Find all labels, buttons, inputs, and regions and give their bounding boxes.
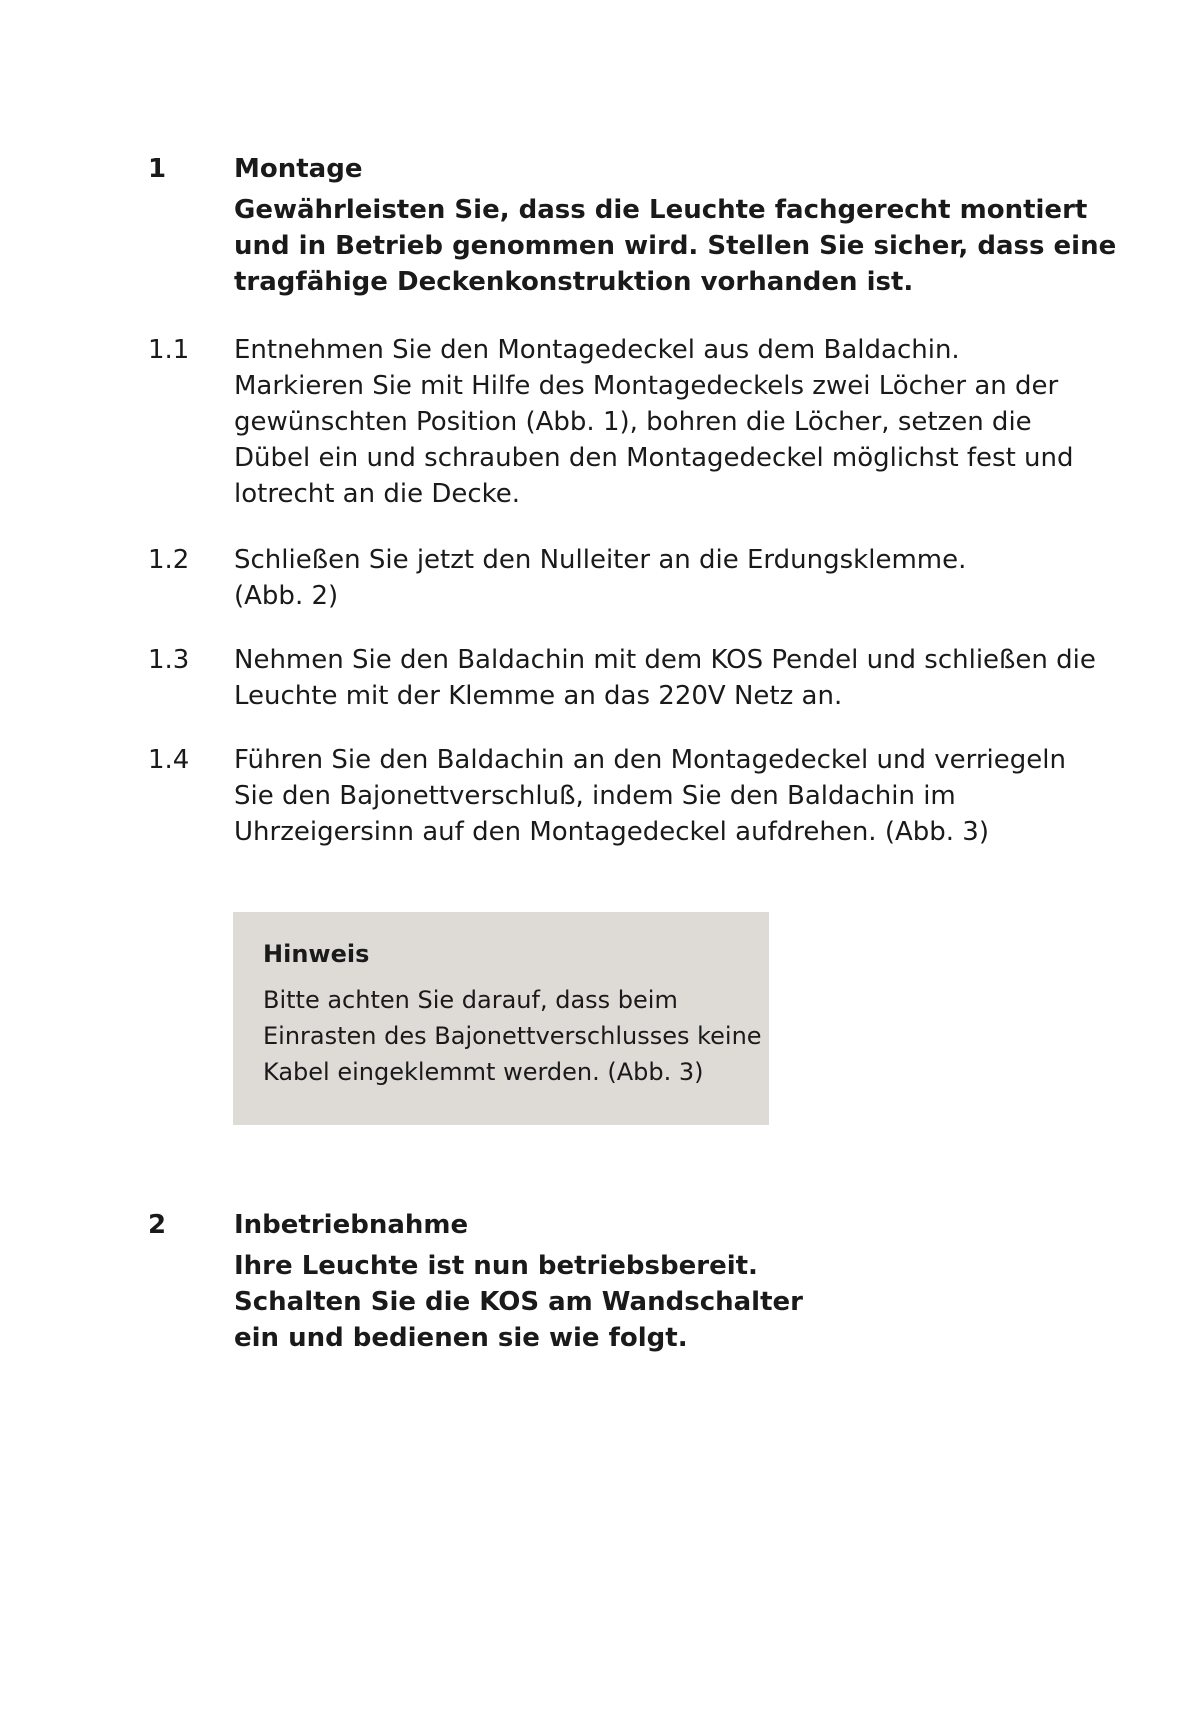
step-number: 1.1 — [148, 335, 190, 365]
step-line: Führen Sie den Baldachin an den Montagedeckel und verriegeln — [234, 745, 1066, 775]
section-intro — [234, 1248, 1078, 1356]
section-number: 1 — [148, 154, 167, 184]
step-1-4 — [148, 742, 1078, 850]
section-number: 2 — [148, 1210, 167, 1240]
step-line: Uhrzeigersinn auf den Montagedeckel aufdrehen. (Abb. 3) — [234, 817, 989, 847]
step-line: Dübel ein und schrauben den Montagedeckel möglichst fest und — [234, 443, 1074, 473]
step-line: Leuchte mit der Klemme an das 220V Netz an. — [234, 681, 843, 711]
step-number: 1.3 — [148, 645, 190, 675]
step-line: Entnehmen Sie den Montagedeckel aus dem Baldachin. — [234, 335, 960, 365]
section-inbetriebnahme — [148, 1207, 1078, 1356]
note-line: Einrasten des Bajonettverschlusses keine — [263, 1022, 762, 1050]
step-line: lotrecht an die Decke. — [234, 479, 521, 509]
intro-line: Gewährleisten Sie, dass die Leuchte fachgerecht montiert — [234, 195, 1088, 225]
intro-line: ein und bedienen sie wie folgt. — [234, 1323, 688, 1353]
intro-line: und in Betrieb genommen wird. Stellen Sie sicher, dass eine — [234, 231, 1117, 261]
step-line: Nehmen Sie den Baldachin mit dem KOS Pendel und schließen die — [234, 645, 1096, 675]
step-1-1 — [148, 332, 1078, 512]
note-text — [263, 982, 762, 1090]
intro-line: Schalten Sie die KOS am Wandschalter — [234, 1287, 803, 1317]
step-line: Schließen Sie jetzt den Nulleiter an die Erdungsklemme. — [234, 545, 967, 575]
step-text — [234, 542, 1078, 614]
note-line: Kabel eingeklemmt werden. (Abb. 3) — [263, 1058, 704, 1086]
step-number: 1.4 — [148, 745, 190, 775]
section-title: Montage — [234, 154, 363, 184]
note-line: Bitte achten Sie darauf, dass beim — [263, 986, 678, 1014]
section-intro — [234, 192, 1116, 300]
section-montage — [148, 151, 1117, 300]
note-box — [233, 912, 769, 1125]
step-line: Markieren Sie mit Hilfe des Montagedeckels zwei Löcher an der — [234, 371, 1059, 401]
step-text — [234, 642, 1096, 714]
step-text — [234, 332, 1078, 512]
step-line: Sie den Bajonettverschluß, indem Sie den Baldachin im — [234, 781, 956, 811]
intro-line: Ihre Leuchte ist nun betriebsbereit. — [234, 1251, 758, 1281]
step-line: (Abb. 2) — [234, 581, 339, 611]
step-1-2 — [148, 542, 1078, 614]
note-title: Hinweis — [263, 940, 370, 968]
step-line: gewünschten Position (Abb. 1), bohren die Löcher, setzen die — [234, 407, 1032, 437]
step-text — [234, 742, 1078, 850]
intro-line: tragfähige Deckenkonstruktion vorhanden ist. — [234, 267, 914, 297]
step-1-3 — [148, 642, 1096, 714]
section-title: Inbetriebnahme — [234, 1210, 469, 1240]
step-number: 1.2 — [148, 545, 190, 575]
